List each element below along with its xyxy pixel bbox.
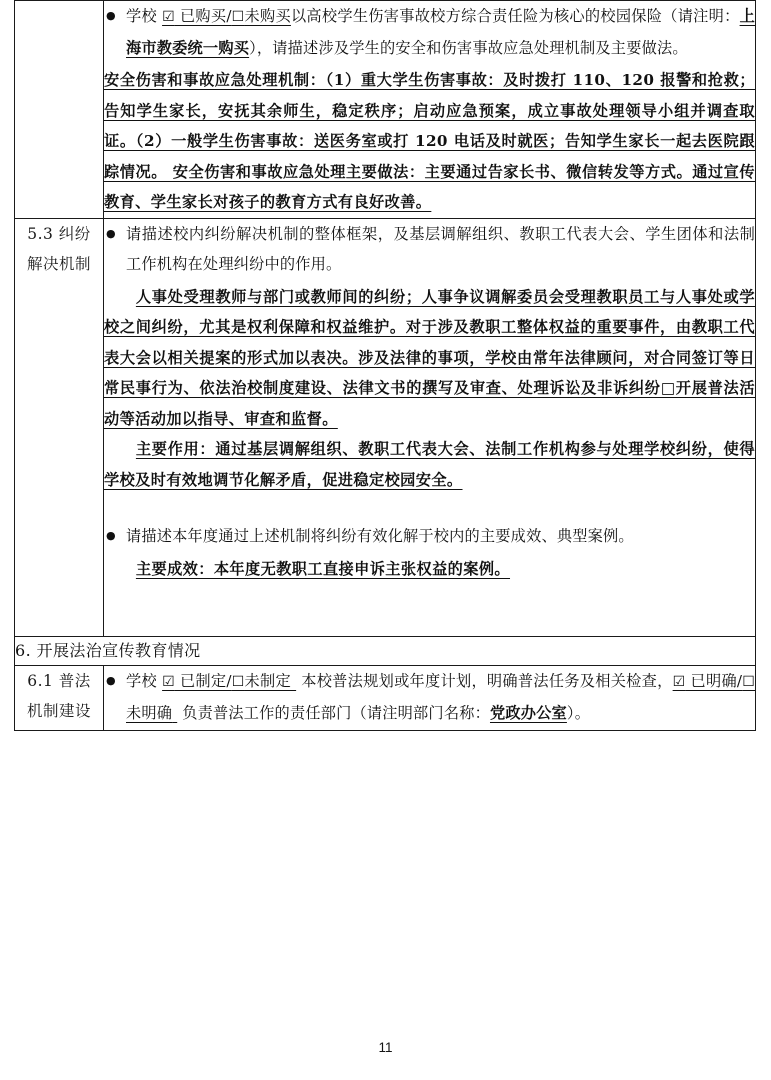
table-row-dispute-resolution [15, 218, 756, 637]
bullet-item-dispute-framework [104, 219, 755, 280]
dispute-answer-3: 主要成效：本年度无教职工直接申诉主张权益的案例。 [135, 559, 511, 578]
row-label-dispute-line2: 解决机制 [26, 254, 91, 273]
insurance-insurer-fill[interactable]: 上海市教委统一购买 [126, 7, 755, 57]
page-number: 11 [378, 1040, 393, 1055]
row-body-popularization [104, 666, 756, 731]
insurance-question-post: 以高校学生伤害事故校方综合责任险为核心的校园保险（请注明： [290, 7, 740, 25]
popularization-pre: 学校 [126, 672, 163, 690]
bullet-item-insurance [104, 1, 755, 63]
checkbox-plan-made-yes-label: 已制定/ [174, 672, 232, 690]
spacer-dispute [104, 495, 755, 521]
dispute-answer-1: 人事处受理教师与部门或教师间的纠纷；人事争议调解委员会受理教职员工与人事处或学校之间纠纷，尤其是权利保障和权益维护。对于涉及教职工整体权益的重要事件，由教职工代表大会以相关提案的形式加以表决。涉及法律的事项，学校由常年法律顾问，对合同签订等日常民事行为、依法治校制度建设、法律文书的撰写及审查、处理诉讼及非诉纠纷□开展普法活动等活动加以指导、审查和监督。 [104, 287, 755, 428]
popularization-mid-2: 负责普法工作的责任部门（请注明部门名称： [177, 703, 490, 722]
checkbox-purchased-yes-label: 已购买/ [174, 7, 232, 25]
table-row-section-6-header [15, 637, 756, 666]
insurance-answer: 安全伤害和事故应急处理机制：（1）重大学生伤害事故：及时拨打 110、120 报警和抢救；告知学生家长，安抚其余师生，稳定秩序；启动应急预案，成立事故处理领导小组并调查取证。（2）一般学生伤害事故：送医务室或打 120 电话及时就医；告知学生家长一起去医院跟踪情况。 安全伤害和事故应急处理主要做法：主要通过告家长书、微信转发等方式。通过宣传教育、学生家长对孩子的教育方式有良好改善。 [104, 71, 755, 211]
table-row-popularization [15, 666, 756, 731]
popularization-mid-1: 本校普法规划或年度计划，明确普法任务及相关检查， [296, 672, 673, 690]
checkbox-dept-clear-no-label: 未明确 [126, 703, 173, 722]
insurance-question-pre: 学校 [126, 7, 163, 25]
bullet-item-popularization [104, 666, 755, 728]
dispute-answer-2: 主要作用：通过基层调解组织、教职工代表大会、法制工作机构参与处理学校纠纷，使得学校及时有效地调节化解矛盾，促进稳定校园安全。 [104, 440, 755, 489]
checkbox-purchased-no[interactable]: ☐ [231, 9, 245, 25]
dispute-question-1: ● 请描述校内纠纷解决机制的整体框架，及基层调解组织、教职工代表大会、学生团体和法制工作机构在处理纠纷中的作用。 [126, 224, 755, 273]
checkbox-dept-clear-yes[interactable]: ☑ [672, 674, 686, 690]
row-body-insurance [104, 1, 756, 219]
row-body-dispute-resolution [104, 218, 756, 637]
insurance-question-tail: ），请描述涉及学生的安全和伤害事故应急处理机制及主要做法。 [249, 38, 688, 57]
bullet-item-dispute-results [104, 521, 755, 552]
checkbox-purchased-yes[interactable]: ☑ [162, 9, 175, 25]
row-label-popularization-line2: 机制建设 [26, 702, 91, 720]
checkbox-dept-clear-no[interactable]: ☐ [742, 674, 755, 690]
spacer-dispute-bottom [104, 584, 755, 610]
popularization-tail: ）。 [566, 703, 591, 722]
insurance-question [126, 1, 755, 63]
checkbox-plan-made-no-label: 未制定 [244, 672, 291, 690]
row-label-popularization-line1: 6.1 普法 [27, 672, 91, 690]
checkbox-dept-clear-yes-label: 已明确/ [685, 672, 743, 690]
spacer-dispute-bottom-2 [104, 610, 755, 636]
popularization-question [126, 666, 755, 728]
checkbox-purchased-no-label: 未购买 [244, 7, 291, 25]
popularization-department-fill[interactable]: 党政办公室 [489, 703, 567, 722]
row-label-insurance [15, 1, 104, 219]
row-label-popularization [15, 666, 104, 731]
row-label-dispute-resolution [15, 218, 104, 637]
checkbox-plan-made-no[interactable]: ☐ [231, 674, 245, 690]
row-label-dispute-line1: 5.3 纠纷 [27, 224, 91, 243]
section-6-title: 6. 开展法治宣传教育情况 [15, 637, 756, 666]
dispute-question-2: ● 请描述本年度通过上述机制将纠纷有效化解于校内的主要成效、典型案例。 [126, 527, 634, 545]
checkbox-plan-made-yes[interactable]: ☑ [162, 674, 175, 690]
table-row-insurance [15, 1, 756, 219]
compliance-form-table [14, 0, 756, 731]
